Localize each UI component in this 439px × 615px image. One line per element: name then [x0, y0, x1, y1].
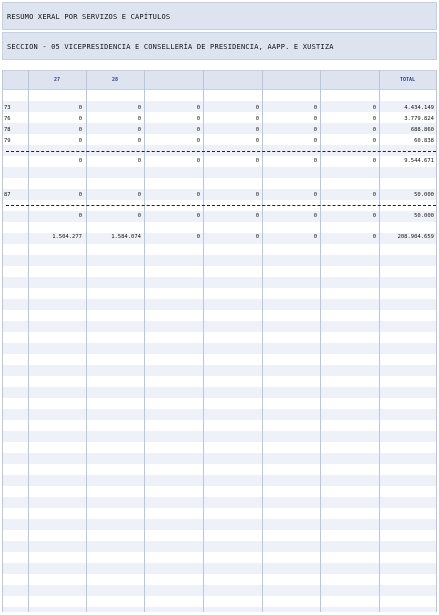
column-divider	[2, 70, 3, 612]
cell-value: 0	[196, 234, 200, 240]
cell-value: 0	[313, 192, 317, 198]
cell-value: 0	[137, 116, 141, 122]
row-code: 73	[4, 105, 11, 111]
cell-value: 0	[255, 192, 259, 198]
cell-value: 0	[137, 138, 141, 144]
cell-value: 0	[372, 192, 376, 198]
cell-value: 0	[255, 127, 259, 133]
cell-value: 0	[137, 192, 141, 198]
cell-value: 0	[196, 192, 200, 198]
cell-value: 0	[255, 138, 259, 144]
subtotal-separator	[6, 205, 436, 206]
cell-total: 50.000	[414, 213, 434, 219]
section-title: SECCION - 05 VICEPRESIDENCIA E CONSELLERÍA DE PRESIDENCIA, AAPP. E XUSTIZA	[2, 32, 437, 60]
cell-value: 0	[255, 158, 259, 164]
cell-value: 0	[137, 127, 141, 133]
table-row-grand-total	[2, 232, 437, 243]
cell-value: 0	[255, 213, 259, 219]
cell-value: 0	[372, 105, 376, 111]
cell-total: 9.544.671	[404, 158, 434, 164]
table-row	[2, 136, 437, 147]
cell-value: 0	[137, 213, 141, 219]
cell-value: 1.584.074	[111, 234, 141, 240]
cell-value: 0	[313, 127, 317, 133]
cell-total: 4.434.149	[404, 105, 434, 111]
table-header-row	[2, 70, 437, 90]
cell-value: 0	[255, 234, 259, 240]
row-code: 76	[4, 116, 11, 122]
cell-value: 0	[196, 105, 200, 111]
row-code: 87	[4, 192, 11, 198]
cell-value: 0	[313, 213, 317, 219]
table-row-stripes	[2, 90, 437, 612]
cell-value: 0	[372, 158, 376, 164]
cell-value: 0	[196, 127, 200, 133]
cell-value: 0	[78, 158, 82, 164]
row-code	[4, 211, 28, 222]
cell-value: 0	[313, 105, 317, 111]
cell-total: 688.860	[410, 127, 434, 133]
table-row-subtotal	[2, 211, 437, 222]
cell-value: 0	[255, 116, 259, 122]
row-code: 79	[4, 138, 11, 144]
cell-value: 0	[78, 116, 82, 122]
table-row	[2, 114, 437, 125]
cell-value: 0	[372, 138, 376, 144]
column-header-total: TOTAL	[400, 77, 416, 83]
report-title: RESUMO XERAL POR SERVIZOS E CAPÍTULOS	[2, 2, 437, 30]
cell-value: 0	[78, 213, 82, 219]
column-header-28: 28	[112, 77, 119, 83]
cell-value: 0	[196, 213, 200, 219]
cell-value: 1.504.277	[52, 234, 82, 240]
cell-value: 0	[196, 138, 200, 144]
row-code: 78	[4, 127, 11, 133]
subtotal-separator	[6, 151, 436, 152]
table-row	[2, 103, 437, 114]
cell-value: 0	[255, 105, 259, 111]
cell-value: 0	[372, 213, 376, 219]
cell-value: 0	[313, 116, 317, 122]
cell-total: 3.779.824	[404, 116, 434, 122]
cell-total: 208.904.659	[397, 234, 434, 240]
cell-value: 0	[78, 127, 82, 133]
cell-value: 0	[137, 105, 141, 111]
cell-value: 0	[372, 234, 376, 240]
cell-value: 0	[78, 192, 82, 198]
table-row-subtotal	[2, 156, 437, 167]
cell-value: 0	[372, 116, 376, 122]
cell-total: 50.000	[414, 192, 434, 198]
cell-value: 0	[78, 138, 82, 144]
cell-value: 0	[313, 234, 317, 240]
cell-value: 0	[313, 158, 317, 164]
row-code	[4, 156, 28, 167]
cell-value: 0	[313, 138, 317, 144]
cell-value: 0	[78, 105, 82, 111]
summary-table	[2, 70, 437, 612]
cell-value: 0	[196, 158, 200, 164]
cell-total: 60.838	[414, 138, 434, 144]
column-divider	[436, 70, 437, 612]
cell-value: 0	[196, 116, 200, 122]
row-code	[4, 232, 28, 243]
cell-value: 0	[137, 158, 141, 164]
table-row	[2, 125, 437, 136]
column-header-27: 27	[54, 77, 61, 83]
table-row	[2, 190, 437, 201]
cell-value: 0	[372, 127, 376, 133]
